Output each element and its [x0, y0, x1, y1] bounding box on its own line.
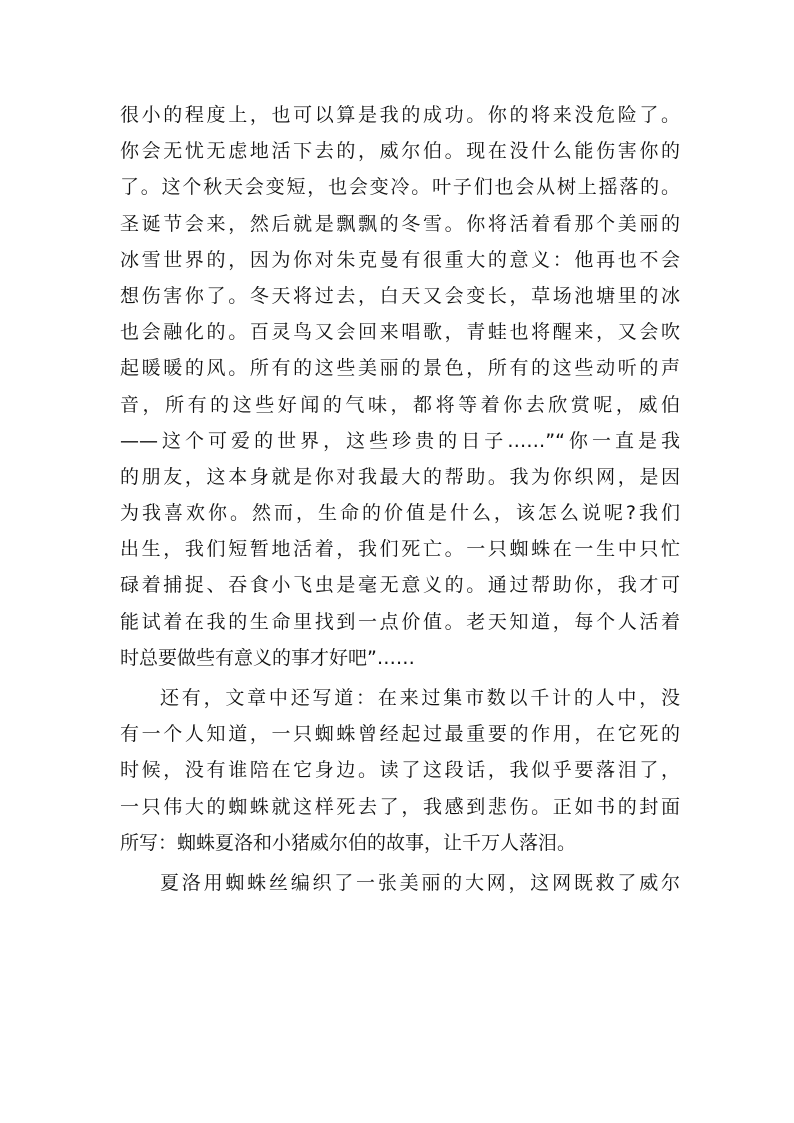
text-line: 音，所有的这些好闻的气味，都将等着你去欣赏呢，威伯 — [120, 393, 680, 416]
text-line: 碌着捕捉、吞食小飞虫是毫无意义的。通过帮助你，我才可 — [120, 574, 680, 597]
text-line: 能试着在我的生命里找到一点价值。老天知道，每个人活着 — [120, 610, 680, 633]
text-line: 还有，文章中还写道：在来过集市数以千计的人中，没 — [160, 687, 680, 709]
text-line: 一只伟大的蜘蛛就这样死去了，我感到悲伤。正如书的封面 — [120, 795, 680, 818]
text-line: 时候，没有谁陪在它身边。读了这段话，我似乎要落泪了， — [120, 759, 680, 782]
text-line: 你会无忧无虑地活下去的，威尔伯。现在没什么能伤害你的 — [120, 140, 680, 163]
text-line: 很小的程度上，也可以算是我的成功。你的将来没危险了。 — [120, 104, 680, 126]
text-line: 所写：蜘蛛夏洛和小猪威尔伯的故事，让千万人落泪。 — [120, 831, 577, 854]
text-line: 为我喜欢你。然而，生命的价值是什么，该怎么说呢?我们 — [120, 502, 680, 525]
text-line: 冰雪世界的，因为你对朱克曼有很重大的意义：他再也不会 — [120, 248, 680, 271]
text-line: 也会融化的。百灵鸟又会回来唱歌，青蛙也将醒来，又会吹 — [120, 321, 680, 344]
text-line: 起暖暖的风。所有的这些美丽的景色，所有的这些动听的声 — [120, 357, 680, 380]
document-body — [120, 97, 680, 901]
text-line: 出生，我们短暂地活着，我们死亡。一只蜘蛛在一生中只忙 — [120, 538, 680, 561]
text-line: 有一个人知道，一只蜘蛛曾经起过最重要的作用，在它死的 — [120, 723, 680, 746]
text-line: ——这个可爱的世界，这些珍贵的日子……”“你一直是我 — [120, 429, 680, 452]
paragraph-1 — [120, 97, 680, 676]
paragraph-2 — [120, 680, 680, 861]
text-line: 了。这个秋天会变短，也会变冷。叶子们也会从树上摇落的。 — [120, 176, 680, 199]
text-line: 夏洛用蜘蛛丝编织了一张美丽的大网，这网既救了威尔 — [160, 871, 680, 894]
text-line: 时总要做些有意义的事才好吧”…… — [120, 646, 415, 669]
text-line: 圣诞节会来，然后就是飘飘的冬雪。你将活着看那个美丽的 — [120, 212, 680, 235]
paragraph-3 — [120, 865, 680, 901]
text-line: 的朋友，这本身就是你对我最大的帮助。我为你织网，是因 — [120, 465, 680, 488]
text-line: 想伤害你了。冬天将过去，白天又会变长，草场池塘里的冰 — [120, 284, 680, 307]
